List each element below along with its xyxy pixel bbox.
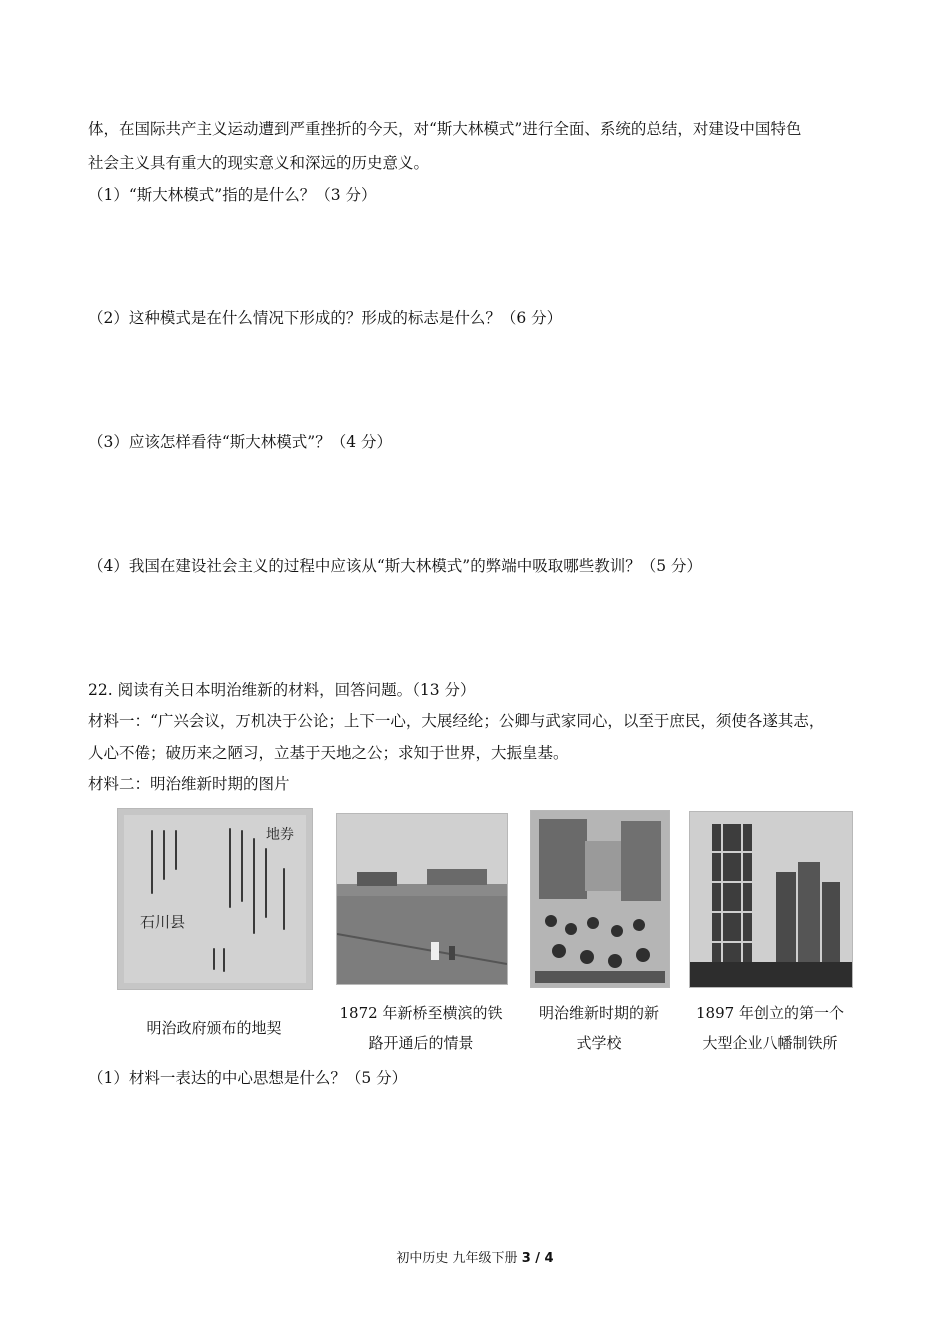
passage-line-1: 体，在国际共产主义运动遭到严重挫折的今天，对“斯大林模式”进行全面、系统的总结，对建设中国特色	[88, 120, 802, 138]
caption-school: 明治维新时期的新 式学校	[538, 1004, 659, 1052]
deed-name: 石川县	[140, 913, 186, 931]
caption-land-deed: 明治政府颁布的地契	[146, 1019, 282, 1037]
q21-sub1: （1）“斯大林模式”指的是什么？（3 分）	[88, 186, 377, 204]
q22-sub1: （1）材料一表达的中心思想是什么？（5 分）	[88, 1069, 408, 1087]
deed-title: 地券	[266, 827, 294, 843]
q21-sub4: （4）我国在建设社会主义的过程中应该从“斯大林模式”的弊端中吸取哪些教训？（5 分）	[88, 557, 703, 575]
page-footer	[0, 1247, 950, 1266]
caption-railway: 1872 年新桥至横滨的铁 路开通后的情景	[339, 1004, 503, 1052]
q21-sub2: （2）这种模式是在什么情况下形成的？形成的标志是什么？（6 分）	[88, 309, 563, 327]
q21-sub3: （3）应该怎样看待“斯大林模式”？（4 分）	[88, 433, 392, 451]
passage-line-2: 社会主义具有重大的现实意义和深远的历史意义。	[88, 154, 430, 172]
q22-material1-line2: 人心不倦；破历来之陋习，立基于天地之公；求知于世界，大振皇基。	[88, 744, 569, 762]
school-photo	[530, 810, 670, 988]
q22-title: 22. 阅读有关日本明治维新的材料，回答问题。（13 分）	[88, 681, 476, 699]
q22-material2-label: 材料二：明治维新时期的图片	[88, 775, 290, 793]
land-deed-photo	[117, 808, 313, 990]
caption-steel-works: 1897 年创立的第一个 大型企业八幡制铁所	[696, 1004, 844, 1052]
page-number: 3 / 4	[521, 1251, 554, 1266]
steel-works-photo	[689, 811, 853, 988]
footer-text: 初中历史 九年级下册	[396, 1251, 522, 1266]
q22-material1-line1: 材料一：“广兴会议，万机决于公论；上下一心，大展经纶；公卿与武家同心，以至于庶民，须使各遂其志，	[88, 712, 825, 730]
railway-photo	[336, 813, 508, 985]
